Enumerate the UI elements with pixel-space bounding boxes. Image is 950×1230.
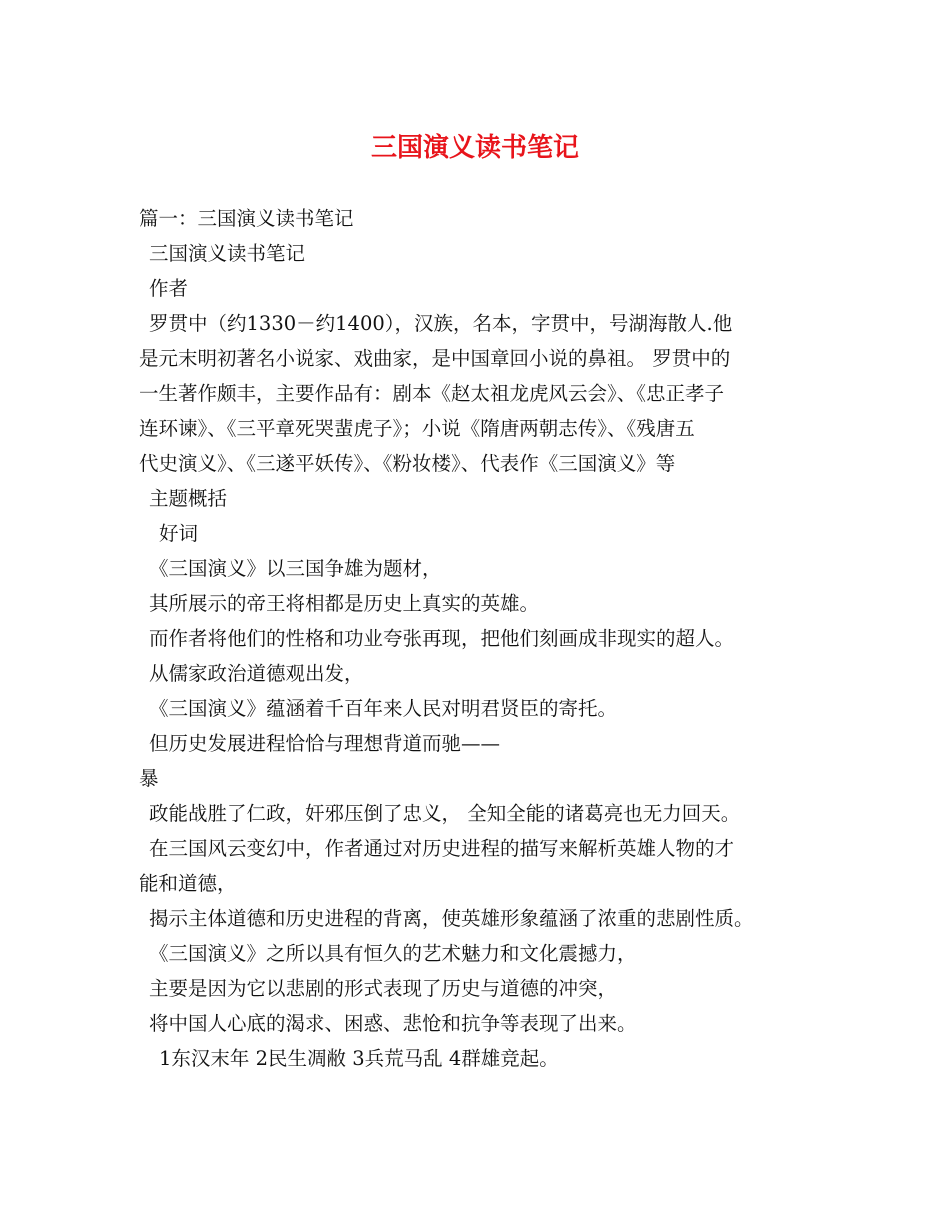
- text-line: 在三国风云变幻中，作者通过对历史进程的描写来解析英雄人物的才: [149, 837, 735, 860]
- text-line: 主题概括: [149, 487, 228, 510]
- text-line: 暴: [139, 767, 159, 790]
- document-title: 三国演义读书笔记: [370, 133, 579, 163]
- document-body: [139, 201, 819, 1076]
- text-line: 能和道德，: [139, 872, 237, 895]
- text-line: 《三国演义》蕴涵着千百年来人民对明君贤臣的寄托。: [149, 697, 618, 720]
- text-line: 从儒家政治道德观出发，: [149, 662, 364, 685]
- text-line: 三国演义读书笔记: [149, 242, 306, 265]
- text-line: 政能战胜了仁政，奸邪压倒了忠义， 全知全能的诸葛亮也无力回天。: [149, 802, 741, 825]
- text-line: 但历史发展进程恰恰与理想背道而驰——: [149, 732, 501, 755]
- text-line: 《三国演义》以三国争雄为题材，: [149, 557, 442, 580]
- text-line: 作者: [149, 277, 189, 300]
- text-line: 而作者将他们的性格和功业夸张再现，把他们刻画成非现实的超人。: [149, 627, 735, 650]
- text-line: 将中国人心底的渴求、困惑、悲怆和抗争等表现了出来。: [149, 1012, 637, 1035]
- text-line: 主要是因为它以悲剧的形式表现了历史与道德的冲突，: [149, 977, 618, 1000]
- text-line: 篇一：三国演义读书笔记: [139, 207, 354, 230]
- text-line: 是元末明初著名小说家、戏曲家，是中国章回小说的鼻祖。 罗贯中的: [139, 347, 731, 370]
- text-line: 一生著作颇丰，主要作品有：剧本《赵太祖龙虎风云会》、《忠正孝子: [139, 382, 725, 405]
- text-line: 罗贯中（约1330－约1400），汉族，名本，字贯中，号湖海散人.他: [149, 312, 733, 335]
- text-line: 揭示主体道德和历史进程的背离，使英雄形象蕴涵了浓重的悲剧性质。: [149, 907, 754, 930]
- text-line: 连环谏》、《三平章死哭蜚虎子》；小说《隋唐两朝志传》、《残唐五: [139, 417, 695, 440]
- text-line: 《三国演义》之所以具有恒久的艺术魅力和文化震撼力，: [149, 942, 637, 965]
- text-line: 其所展示的帝王将相都是历史上真实的英雄。: [149, 592, 540, 615]
- text-line: 1东汉末年 2民生凋敝 3兵荒马乱 4群雄竞起。: [159, 1047, 559, 1070]
- text-line: 好词: [159, 522, 199, 545]
- text-line: 代史演义》、《三遂平妖传》、《粉妆楼》、代表作《三国演义》等: [139, 452, 676, 475]
